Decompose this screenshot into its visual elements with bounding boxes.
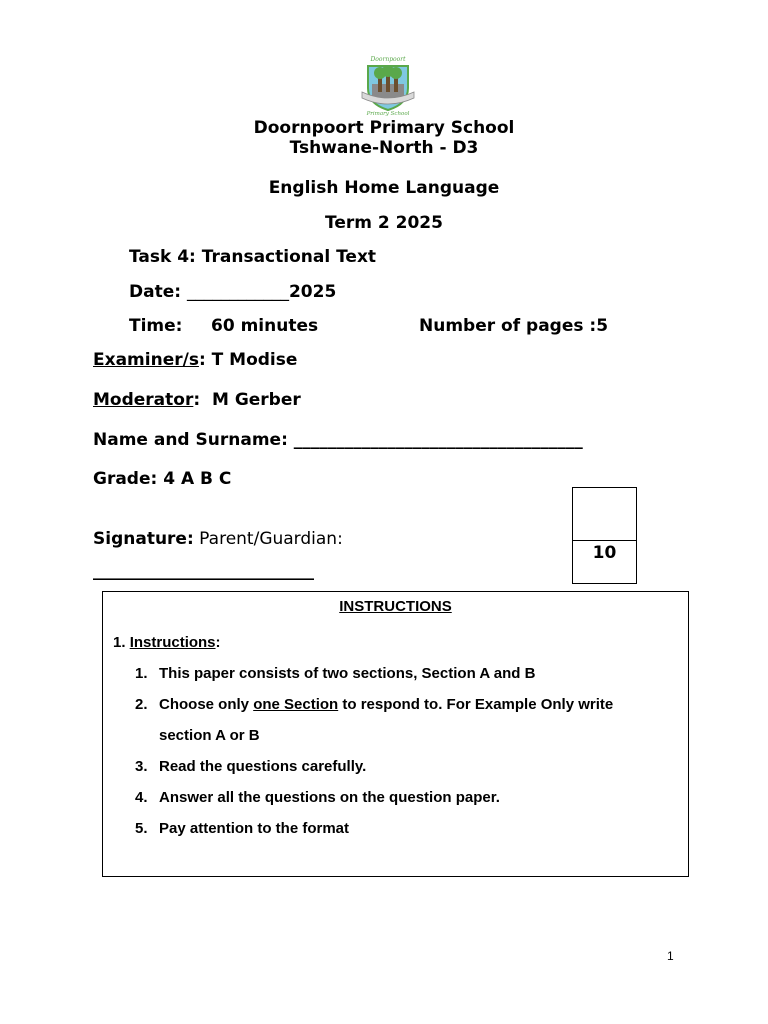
name-surname-field[interactable]: __________________________________ <box>293 430 583 450</box>
instructions-list <box>127 658 647 844</box>
instructions-box <box>102 591 689 877</box>
instruction-text: Read the questions carefully. <box>159 758 367 775</box>
grade-line: Grade: 4 A B C <box>93 469 232 489</box>
signature-label: Signature: <box>93 529 194 549</box>
instruction-number: 1. <box>135 665 148 682</box>
moderator-line <box>93 390 301 410</box>
date-blank: ____________ <box>186 282 289 302</box>
examiner-label: Examiner/s <box>93 350 199 370</box>
time-label: Time: <box>129 316 183 336</box>
number-of-pages: Number of pages :5 <box>419 316 609 336</box>
moderator-value: : M Gerber <box>193 390 301 410</box>
instruction-text-post: to respond to. For Example Only write section A or B <box>159 696 614 744</box>
instructions-title: INSTRUCTIONS <box>339 598 452 615</box>
instruction-number: 3. <box>135 758 148 775</box>
instructions-subheading <box>113 634 221 651</box>
instruction-text-emphasis: one Section <box>253 696 339 713</box>
instructions-sub-label: Instructions <box>129 634 216 651</box>
examiner-value: : T Modise <box>198 350 298 370</box>
instruction-number: 5. <box>135 820 148 837</box>
signature-line <box>93 529 343 549</box>
instructions-sub-number: 1. <box>113 634 130 651</box>
signature-field[interactable]: __________________________ <box>93 561 314 581</box>
score-box <box>572 487 637 584</box>
school-name: Doornpoort Primary School <box>253 118 515 138</box>
time-value: 60 minutes <box>211 316 319 336</box>
signature-value: Parent/Guardian: <box>193 529 343 549</box>
task-title: Task 4: Transactional Text <box>129 247 377 267</box>
instruction-item <box>127 813 647 844</box>
instruction-text-pre: Choose only <box>159 696 254 713</box>
name-surname-label: Name and Surname: <box>93 430 294 450</box>
instruction-text: This paper consists of two sections, Section A and B <box>159 665 536 682</box>
page-number: 1 <box>667 949 674 963</box>
instruction-number: 4. <box>135 789 148 806</box>
moderator-label: Moderator <box>93 390 194 410</box>
school-district: Tshwane-North - D3 <box>289 138 479 158</box>
score-total: 10 <box>592 543 617 563</box>
logo-text-bottom: Primary School <box>366 111 410 116</box>
date-line <box>129 282 336 302</box>
instruction-item <box>127 751 647 782</box>
instruction-text: Pay attention to the format <box>159 820 350 837</box>
instruction-item <box>127 689 647 751</box>
date-year: 2025 <box>288 282 337 302</box>
instruction-text: Answer all the questions on the question paper. <box>159 789 500 806</box>
subject-title: English Home Language <box>268 178 500 198</box>
date-label: Date: <box>129 282 187 302</box>
instruction-number: 2. <box>135 696 148 713</box>
examiner-line <box>93 350 297 370</box>
term-title: Term 2 2025 <box>325 213 443 233</box>
school-logo <box>358 54 418 116</box>
name-surname-line <box>93 430 583 450</box>
instruction-item <box>127 658 647 689</box>
logo-text-top: Doornpoort <box>370 56 406 63</box>
instructions-sub-colon: : <box>215 634 221 651</box>
instruction-item <box>127 782 647 813</box>
score-divider <box>573 540 636 541</box>
